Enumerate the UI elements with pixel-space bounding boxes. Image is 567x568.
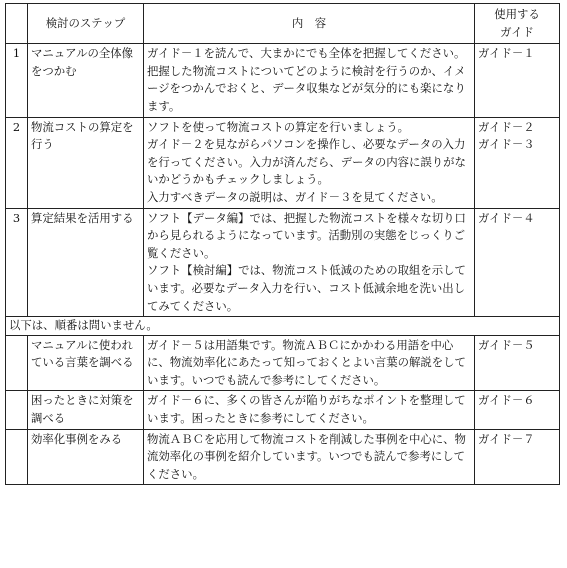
guide-ref: ガイド－４ [478, 210, 535, 225]
table-row [6, 429, 560, 485]
step-number: 1 [6, 44, 28, 117]
guide-ref: ガイド－５ [478, 337, 535, 352]
step-name: 効率化事例をみる [28, 429, 144, 485]
step-number: 2 [6, 117, 28, 208]
step-content [144, 335, 475, 391]
step-content [144, 44, 475, 117]
empty-number-cell [6, 335, 28, 391]
order-note: 以下は、順番は問いません。 [6, 317, 560, 336]
header-content: 内 容 [144, 4, 475, 44]
table-row [6, 391, 560, 429]
empty-number-cell [6, 429, 28, 485]
step-guide [475, 117, 560, 208]
note-row [6, 317, 560, 336]
guide-ref: ガイド－７ [478, 431, 535, 446]
table-header-row [6, 4, 560, 44]
table-row [6, 208, 560, 317]
guide-ref: ガイド－３ [478, 137, 535, 152]
step-guide [475, 429, 560, 485]
content-paragraph: ソフトを使って物流コストの算定を行いましょう。 [147, 119, 409, 134]
content-paragraph: ガイド－５は用語集です。物流ＡＢＣにかかわる用語を中心に、物流効率化にあたって知っておくとよい言葉の解説をしています。いつでも読んで参考にしてください。 [147, 337, 466, 387]
step-name: マニュアルの全体像をつかむ [28, 44, 144, 117]
header-guide [475, 4, 560, 44]
header-guide-line2: ガイド [500, 24, 534, 39]
step-name: 困ったときに対策を調べる [28, 391, 144, 429]
step-content [144, 208, 475, 317]
step-content [144, 391, 475, 429]
step-guide [475, 391, 560, 429]
step-name: 算定結果を活用する [28, 208, 144, 317]
guide-steps-table [5, 3, 560, 485]
table-row [6, 335, 560, 391]
guide-steps-document [5, 3, 560, 485]
step-guide [475, 44, 560, 117]
header-number [6, 4, 28, 44]
step-number: 3 [6, 208, 28, 317]
step-content [144, 117, 475, 208]
content-paragraph: ガイド－６に、多くの皆さんが陥りがちなポイントを整理しています。困ったときに参考にしてください。 [147, 393, 466, 426]
guide-ref: ガイド－１ [478, 46, 535, 61]
step-name: マニュアルに使われている言葉を調べる [28, 335, 144, 391]
content-paragraph: 物流ＡＢＣを応用して物流コストを削減した事例を中心に、物流効率化の事例を紹介しています。いつでも読んで参考にしてください。 [147, 431, 466, 481]
content-paragraph: ガイド－１を読んで、大まかにでも全体を把握してください。把握した物流コストについてどのように検討を行うのか、イメージをつかんでおくと、データ収集などが気分的にも楽になります。 [147, 46, 466, 113]
empty-number-cell [6, 391, 28, 429]
content-paragraph: ガイド－２を見ながらパソコンを操作し、必要なデータの入力を行ってください。入力が済んだら、データの内容に誤りがないかどうかもチェックしましょう。 [147, 137, 466, 187]
content-paragraph: 入力すべきデータの説明は、ガイド－３を見てください。 [147, 189, 443, 204]
header-step: 検討のステップ [28, 4, 144, 44]
content-paragraph: ソフト【検討編】では、物流コスト低減のための取組を示しています。必要なデータ入力を行い、コスト低減余地を洗い出してみてください。 [147, 263, 466, 313]
guide-ref: ガイド－２ [478, 119, 535, 134]
content-paragraph: ソフト【データ編】では、把握した物流コストを様々な切り口から見られるようになっています。活動別の実態をじっくりご覧ください。 [147, 210, 466, 260]
table-row [6, 44, 560, 117]
header-guide-line1: 使用する [494, 7, 540, 21]
step-guide [475, 335, 560, 391]
step-name: 物流コストの算定を行う [28, 117, 144, 208]
table-row [6, 117, 560, 208]
step-content [144, 429, 475, 485]
guide-ref: ガイド－６ [478, 393, 535, 408]
step-guide [475, 208, 560, 317]
